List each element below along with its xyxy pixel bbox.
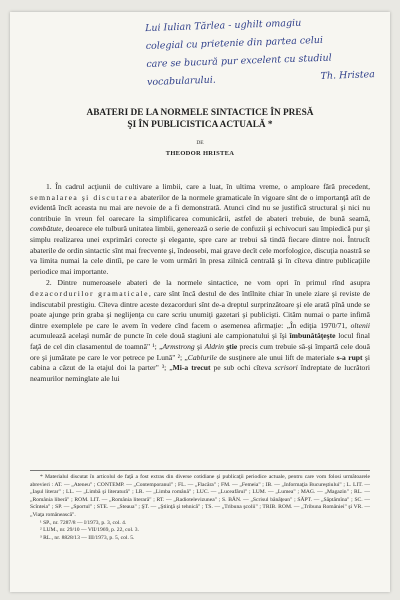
paragraph-2 bbox=[30, 278, 370, 384]
text-run: pe sub ochi cîteva bbox=[210, 363, 275, 373]
bold-emphasis: îmbunătăţeşte bbox=[289, 331, 336, 341]
text-run: acumulează acelaşi număr de puncte în cele două stagiuni ale campionatului şi îşi bbox=[30, 331, 290, 341]
bold-emphasis: Mi-a trecut bbox=[172, 363, 211, 373]
text-run: de susţinere ale unui lift de materiale bbox=[216, 352, 337, 362]
title-line: ABATERI DE LA NORMELE SINTACTICE ÎN PRESĂ bbox=[86, 108, 314, 118]
document-page bbox=[10, 12, 390, 592]
spaced-emphasis: semnalarea şi discutarea bbox=[30, 192, 139, 202]
text-run: şi bbox=[194, 341, 205, 351]
text-run: precis cum trebuie să-şi împartă cele două ore şi jumătate pe care le vor petrece pe Lună" ²; „ bbox=[30, 341, 370, 362]
paragraph-1 bbox=[30, 182, 370, 277]
italic-emphasis: Armstrong bbox=[162, 341, 195, 351]
text-run: 1. În cadrul acţiunii de cultivare a limbii, care a luat, în ultima vreme, o amploare fără precedent, bbox=[46, 182, 370, 191]
text-run: şi cabina a căzut de la etajul doi la parter" ³; „ bbox=[30, 352, 370, 373]
italic-emphasis: Cablurile bbox=[187, 352, 217, 362]
author-name: THEODOR HRISTEA bbox=[165, 150, 235, 157]
handwritten-signature: Th. Hristea bbox=[320, 69, 376, 82]
text-run: locul final faţă de cel din clasamentul de toamnă" ¹; „ bbox=[30, 331, 370, 351]
italic-emphasis: oltenii bbox=[350, 320, 370, 330]
text-run: , deoarece ele tulbură unitatea limbii, generează o serie de confuzii şi echivocuri sau împiedică pur şi simplu realizarea unei exprimări corecte şi elegante, spre care ar trebui să tindă fiecare dintre noi. Întrucît abaterile de ordin sintactic sînt mai frecvente şi, îndeosebi, mai grave decît cele morfologice, discuţia noastră se va limita numai la cele dintîi, pe care le vom urmări în presa zilnică centrală şi în cîteva dintre publicaţiile periodice mai importante. bbox=[30, 224, 370, 276]
bold-emphasis: ştie bbox=[226, 341, 238, 351]
dedication-line: Lui Iulian Tărlea - ughilt omagiu bbox=[144, 17, 302, 35]
dedication-line: care se bucură pur excelent cu studiul bbox=[146, 52, 332, 71]
text-run: îndreptate de lucrători neamurilor neminglate ale lui bbox=[30, 363, 370, 383]
spaced-emphasis: dezacordurilor gramaticale bbox=[30, 288, 149, 298]
footnote: ³ RL., nr. 8828/13 — III/1973, p. 5, col. 5. bbox=[40, 534, 135, 541]
italic-emphasis: Aldrin bbox=[204, 341, 224, 351]
dedication-line: vocabularului. bbox=[146, 74, 217, 89]
dedication-line: colegial cu prietenie din partea celui bbox=[145, 34, 324, 53]
text-run: abaterilor de la normele gramaticale în vigoare sînt de o importanţă atît de evidentă încît aceasta nu mai are nevoie de a fi demonstrată. Atunci cînd nu se justifică structural şi nici nu contribuie în vreun fel oarecare la simplificarea comunicării, astfel de abateri trebuie, de bună seamă, bbox=[30, 192, 371, 223]
article-title bbox=[50, 107, 350, 131]
italic-emphasis: scrisori bbox=[274, 363, 298, 373]
footnote: ² LUM., nr. 29/10 — VII/1969, p. 22, col. 3. bbox=[40, 527, 139, 534]
bold-emphasis: s-a rupt bbox=[336, 352, 363, 362]
text-run: 2. Dintre numeroasele abateri de la normele sintactice, ne vom opri în primul rînd asupra bbox=[46, 278, 370, 288]
footnotes bbox=[30, 474, 370, 542]
byline-label: DE bbox=[196, 140, 204, 146]
handwritten-dedication bbox=[145, 12, 379, 92]
article-body bbox=[30, 182, 370, 384]
footnote-divider bbox=[30, 470, 370, 471]
italic-emphasis: combătute bbox=[30, 224, 62, 234]
title-line: ŞI ÎN PUBLICISTICA ACTUALĂ * bbox=[127, 120, 273, 130]
text-run: , care sînt încă destul de des întîlnite chiar în unele ziare şi reviste de indiscutabil prestigiu. Cîteva dintre aceste dezacorduri sînt de-a dreptul surprinzătoare şi ele arată pînă unde se poate ajunge prin graba şi neglijenţa cu care scriu unumiţi gazetari şi publicişti. Cităm numai o parte infimă dintre exemplele pe care le avem în vedere cînd facem o asemenea afirmaţie: „În ediţia 1970/71, bbox=[30, 288, 370, 330]
footnote: ¹ SP., nr. 7287/8 — I/1973, p. 3, col. 4. bbox=[40, 519, 127, 526]
footnote: * Materialul discutat în articolul de faţă a fost extras din diverse cotidiane şi publicaţii periodice actuale, pentru care vom folosi următoarele abrevieri : AT. — „Ateneu" ; CONTEMP. — „Contemporanul" ; FL. — „Flacăra" ; FM. — „Femeia" ; IB. — „Informaţia Bucureştiului" ; L. LIT. — „Iaşul literar" ; LL. — „Limbă şi literatură" ; LR. — „Limba română" ; LUC. — „Luceafărul" ; LUM. — „Lumea" ; MAG. — „Magazin" ; RL. — „România liberă" ; ROM. LIT. — „România literară" ; RT. — „Radiotelevizunea" ; S. BĂN. — „Scrisul bănăţean" ; SĂPT. — „Săptămîna" ; SC. — Scînteia" ; SP. — „Sportul" ; STE. — „Steaua" ; ŞT. — „Ştiinţă şi tehnică" ; TS. — „Tribuna şcolii" ; TRIB. ROM. — „Tribuna României" şi VR. — „Viaţa românească". bbox=[30, 474, 370, 518]
